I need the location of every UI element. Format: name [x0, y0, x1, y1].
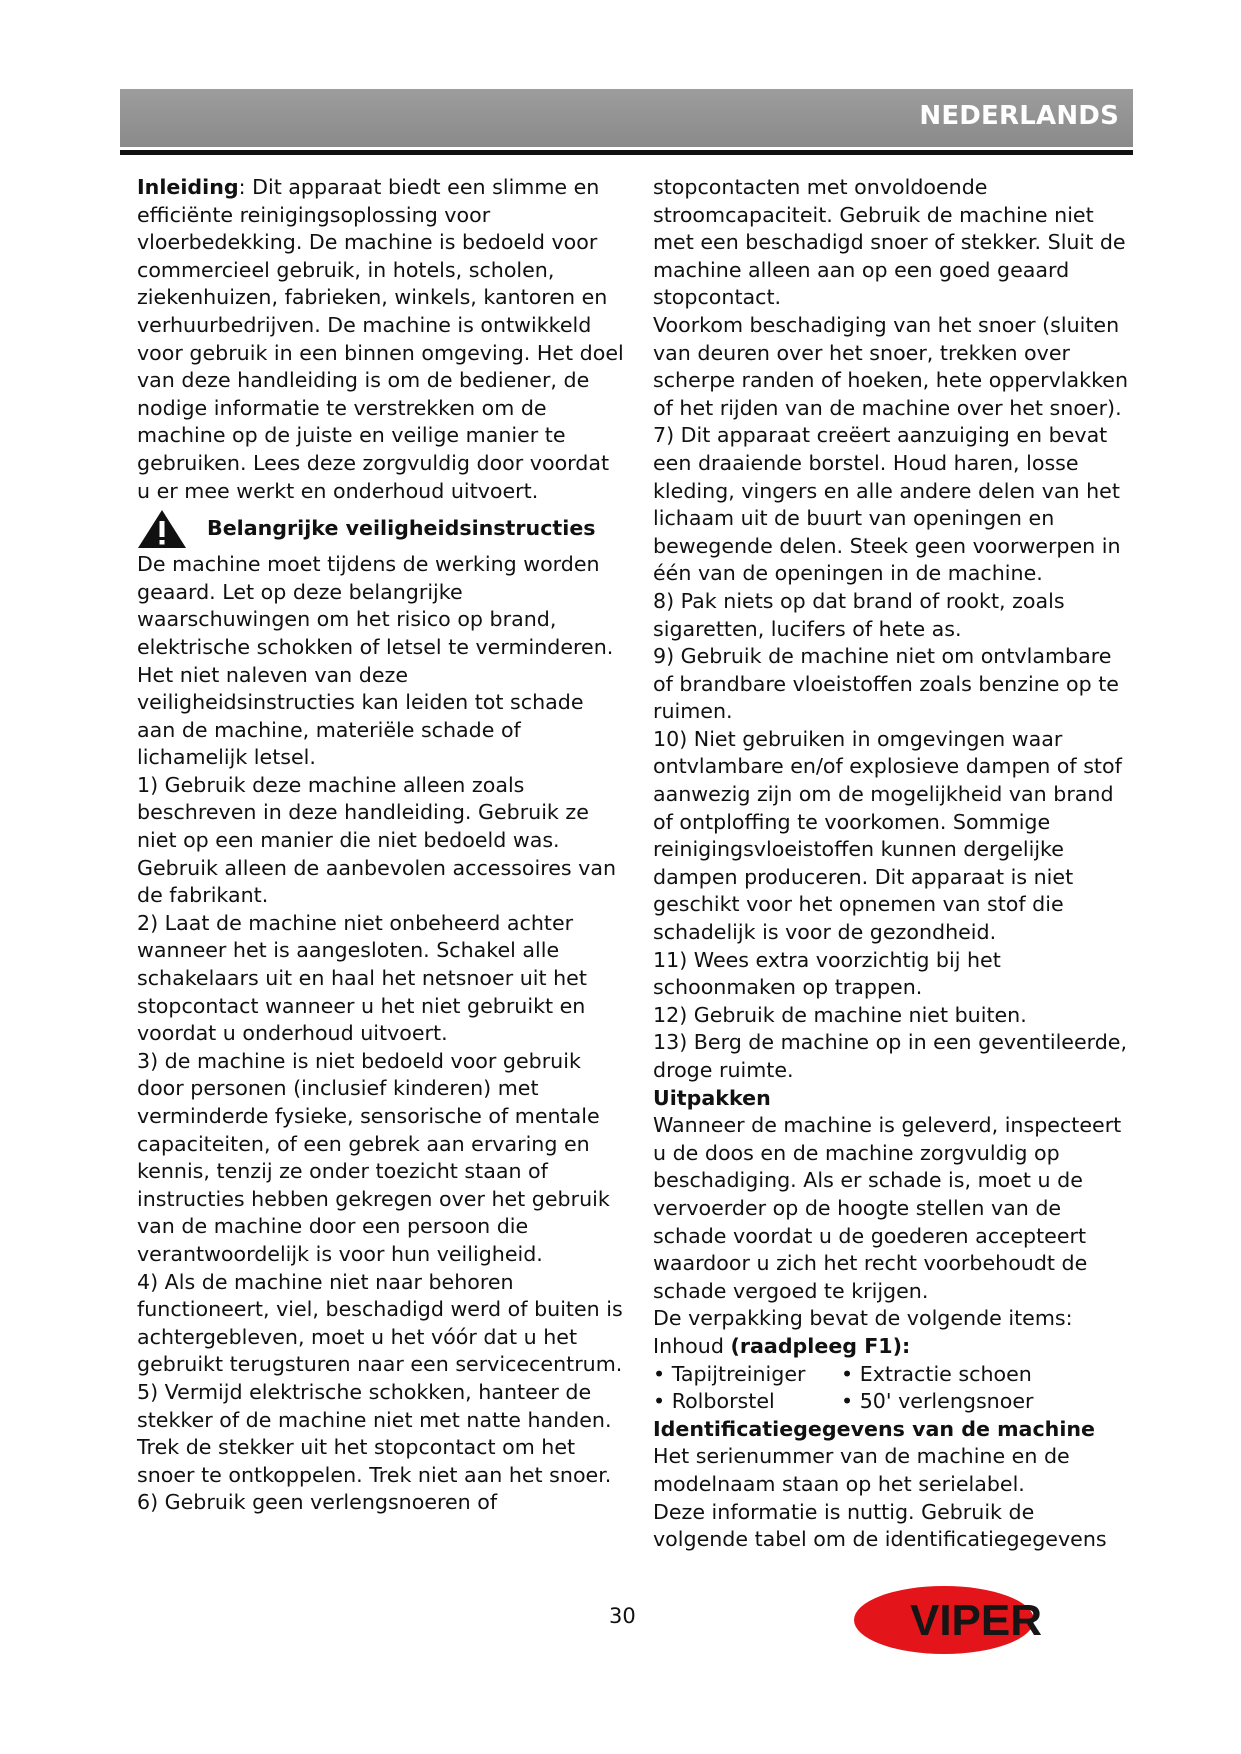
intro-text: : Dit apparaat biedt een slimme en efficiënte reinigingsoplossing voor vloerbedekking. De machine is bedoeld voor commercieel gebruik, in hotels, scholen, ziekenhuizen, fabrieken, winkels, kantoren en verhuurbedrijven. De machine is ontwikkeld voor gebruik in een binnen omgeving. Het doel van deze handleiding is om de bediener, de nodige informatie te verstrekken om de machine op de juiste en veilige manier te gebruiken. Lees deze zorgvuldig door voordat u er mee werkt en onderhoud uitvoert. — [137, 175, 624, 503]
ident-paragraph-2: Deze informatie is nuttig. Gebruik de volgende tabel om de identificatiegegevens — [653, 1499, 1107, 1552]
safety-item-2: 2) Laat de machine niet onbeheerd achter wanneer het is aangesloten. Schakel alle schakelaars uit en haal het netsnoer uit het stopcontact wanneer u het niet gebruikt en voordat u onderhoud uitvoert. — [137, 910, 587, 1046]
ident-paragraph-1: Het serienummer van de machine en de modelnaam staan op het serielabel. — [653, 1444, 1070, 1496]
safety-item-1: 1) Gebruik deze machine alleen zoals beschreven in deze handleiding. Gebruik ze niet op een manier die niet bedoeld was. Gebruik alleen de aanbevolen accessoires van de fabrikant. — [137, 772, 617, 908]
safety-heading-line — [137, 507, 627, 551]
list-item: • Tapijtreiniger — [653, 1361, 806, 1386]
package-paragraph: De verpakking bevat de volgende items: — [653, 1306, 1073, 1331]
contents-row-1 — [653, 1361, 1133, 1389]
safety-paragraph: De machine moet tijdens de werking worden geaard. Let op deze belangrijke waarschuwingen om het risico op brand, elektrische schokken of letsel te verminderen. Het niet naleven van deze veiligheidsinstructies kan leiden tot schade aan de machine, materiële schade of lichamelijk letsel. — [137, 552, 614, 770]
right-column — [653, 174, 1133, 1554]
safety-item-10: 10) Niet gebruiken in omgevingen waar ontvlambare en/of explosieve dampen of stof aanwezig zijn om de mogelijkheid van brand of ontploffing te voorkomen. Sommige reinigingsvloeistoffen kunnen dergelijke dampen produceren. Dit apparaat is niet geschikt voor het opnemen van stof die schadelijk is voor de gezondheid. — [653, 726, 1122, 945]
list-item: • 50' verlengsnoer — [841, 1389, 1034, 1414]
left-column — [137, 174, 627, 1517]
safety-item-9: 9) Gebruik de machine niet om ontvlambare of brandbare vloeistoffen zoals benzine op te ruimen. — [653, 644, 1119, 724]
ident-heading: Identificatiegegevens van de machine — [653, 1416, 1096, 1441]
safety-item-6: 6) Gebruik geen verlengsnoeren of — [137, 1490, 498, 1515]
safety-item-7: 7) Dit apparaat creëert aanzuiging en bevat een draaiende borstel. Houd haren, losse kleding, vingers en alle andere delen van het lichaam uit de buurt van openingen en bewegende delen. Steek geen voorwerpen in één van de openingen in de machine. — [653, 423, 1121, 586]
safety-item-4: 4) Als de machine niet naar behoren functioneert, viel, beschadigd werd of buiten is achtergebleven, moet u het vóór dat u het gebruikt terugsturen naar een servicecentrum. — [137, 1269, 623, 1377]
viper-logo — [852, 1580, 1062, 1656]
list-item: • Extractie schoen — [841, 1361, 1032, 1386]
contents-row-2 — [653, 1388, 1133, 1416]
safety-heading: Belangrijke veiligheidsinstructies — [207, 516, 596, 541]
safety-item-3: 3) de machine is niet bedoeld voor gebruik door personen (inclusief kinderen) met verminderde fysieke, sensorische of mentale capaciteiten, of een gebrek aan ervaring en kennis, tenzij ze onder toezicht staan of instructies hebben gekregen over het gebruik van de machine door een persoon die verantwoordelijk is voor hun veiligheid. — [137, 1048, 610, 1266]
page-number: 30 — [609, 1604, 636, 1628]
contents-reference: (raadpleeg F1): — [730, 1333, 911, 1358]
intro-paragraph — [137, 174, 627, 505]
intro-label: Inleiding — [137, 175, 239, 199]
safety-item-12: 12) Gebruik de machine niet buiten. — [653, 1002, 1027, 1027]
unpack-heading: Uitpakken — [653, 1085, 771, 1110]
safety-item-8: 8) Pak niets op dat brand of rookt, zoals sigaretten, lucifers of hete as. — [653, 588, 1065, 641]
safety-item-6-continued: stopcontacten met onvoldoende stroomcapaciteit. Gebruik de machine niet met een beschadigd snoer of stekker. Sluit de machine alleen aan op een goed geaard stopcontact. — [653, 175, 1126, 310]
list-item: • Rolborstel — [653, 1389, 775, 1414]
contents-line — [653, 1333, 1133, 1361]
warning-triangle-icon — [137, 509, 187, 549]
safety-item-5: 5) Vermijd elektrische schokken, hanteer de stekker of de machine niet met natte handen. Trek de stekker uit het stopcontact om het snoer te ontkoppelen. Trek niet aan het snoer. — [137, 1379, 612, 1487]
language-header-bar — [120, 89, 1133, 147]
unpack-paragraph: Wanneer de machine is geleverd, inspecteert u de doos en de machine zorgvuldig op beschadiging. Als er schade is, moet u de vervoerder op de hoogte stellen van de schade voordat u de goederen accepteert waardoor u zich het recht voorbehoudt de schade vergoed te krijgen. — [653, 1113, 1122, 1303]
header-rule — [120, 150, 1133, 155]
safety-item-13: 13) Berg de machine op in een geventileerde, droge ruimte. — [653, 1030, 1128, 1082]
language-title: NEDERLANDS — [919, 101, 1119, 131]
safety-item-11: 11) Wees extra voorzichtig bij het schoonmaken op trappen. — [653, 947, 1001, 1000]
logo-text: VIPER — [909, 1596, 1043, 1645]
contents-label: Inhoud — [653, 1333, 731, 1358]
cord-paragraph: Voorkom beschadiging van het snoer (sluiten van deuren over het snoer, trekken over scherpe randen of hoeken, hete oppervlakken of het rijden van de machine over het snoer). — [653, 312, 1128, 420]
